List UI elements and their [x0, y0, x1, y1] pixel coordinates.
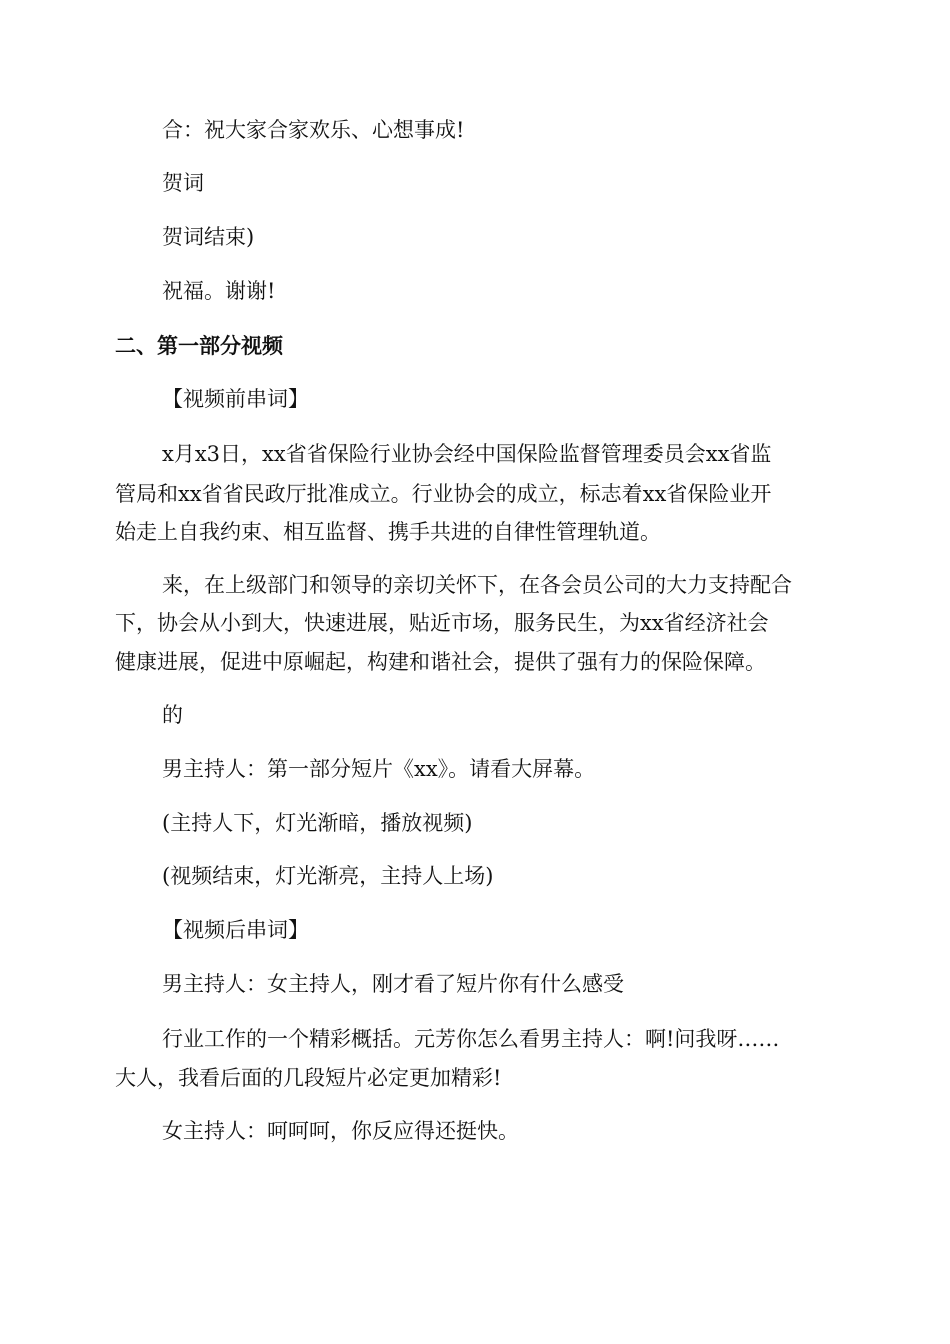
paragraph-line: 健康进展，促进中原崛起，构建和谐社会，提供了强有力的保险保障。	[115, 650, 766, 674]
paragraph-line: x月x3日，xx省省保险行业协会经中国保险监督管理委员会xx省监	[162, 442, 772, 466]
paragraph-line: 男主持人：女主持人，刚才看了短片你有什么感受	[162, 972, 624, 996]
paragraph-line: (视频结束，灯光渐亮，主持人上场)	[162, 864, 494, 888]
paragraph-line: 来，在上级部门和领导的亲切关怀下，在各会员公司的大力支持配合	[162, 573, 792, 597]
paragraph-line: 管局和xx省省民政厅批准成立。行业协会的成立，标志着xx省保险业开	[115, 482, 772, 506]
paragraph-line: 行业工作的一个精彩概括。元芳你怎么看男主持人：啊!问我呀……	[162, 1027, 780, 1051]
paragraph-line: (主持人下，灯光渐暗，播放视频)	[162, 811, 473, 835]
paragraph-line: 【视频后串词】	[162, 918, 309, 942]
paragraph-line: 的	[162, 703, 183, 727]
paragraph-line: 下，协会从小到大，快速进展，贴近市场，服务民生，为xx省经济社会	[115, 611, 769, 635]
paragraph-line: 大人，我看后面的几段短片必定更加精彩!	[115, 1066, 502, 1090]
paragraph-line: 【视频前串词】	[162, 387, 309, 411]
paragraph-line: 始走上自我约束、相互监督、携手共进的自律性管理轨道。	[115, 520, 661, 544]
paragraph-line: 贺词结束)	[162, 225, 255, 249]
paragraph-line: 合：祝大家合家欢乐、心想事成!	[162, 118, 465, 142]
paragraph-line: 贺词	[162, 171, 204, 195]
section-heading: 二、第一部分视频	[115, 334, 283, 358]
paragraph-line: 女主持人：呵呵呵，你反应得还挺快。	[162, 1119, 519, 1143]
paragraph-line: 男主持人：第一部分短片《xx》。请看大屏幕。	[162, 757, 596, 781]
paragraph-line: 祝福。谢谢!	[162, 279, 276, 303]
